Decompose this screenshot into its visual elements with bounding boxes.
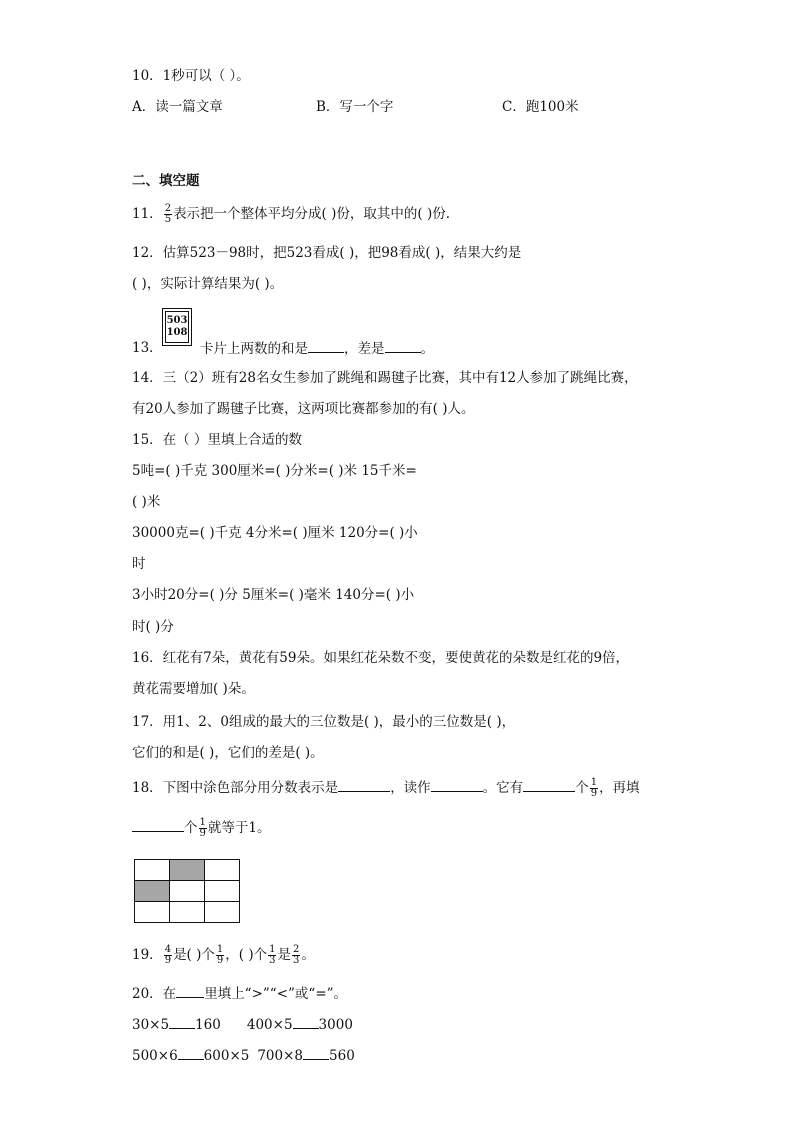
- question-18-line-2: [132, 816, 270, 840]
- q15-line-5: 3小时20分=( )分 5厘米=( )毫米 140分=( )小: [132, 587, 415, 603]
- q17-line-1: 17．用1、2、0组成的最大的三位数是( )，最小的三位数是( )，: [132, 714, 516, 730]
- q20-value-3: 600×5: [203, 1048, 250, 1064]
- q20-value-2: 3000: [318, 1017, 353, 1033]
- q20-compare-blank-2[interactable]: [293, 1014, 319, 1029]
- q11-frac-numerator: 2: [164, 203, 172, 214]
- q20-compare-blank-1[interactable]: [169, 1014, 195, 1029]
- q18-text-e: ，再填: [599, 780, 640, 796]
- q20-compare-blank-3[interactable]: [178, 1045, 204, 1060]
- q11-text: 表示把一个整体平均分成( )份，取其中的( )份.: [173, 206, 451, 222]
- q19-f4-denominator: 3: [292, 955, 300, 966]
- grid-cell-shaded: [135, 881, 170, 902]
- q20-compare-blank-4[interactable]: [303, 1045, 329, 1060]
- q19-f1-denominator: 9: [164, 955, 172, 966]
- question-19: [132, 943, 315, 967]
- question-11: [132, 202, 450, 226]
- q20-value-1: 160: [195, 1017, 221, 1033]
- q19-f3-numerator: 1: [269, 944, 276, 955]
- q18-more-blank[interactable]: [132, 817, 184, 832]
- q10-option-a[interactable]: A．读一篇文章: [132, 99, 223, 115]
- q18-fraction-1: [590, 778, 598, 799]
- q18-text-b: ，读作: [390, 780, 431, 796]
- q15-line-3: 30000克=( )千克 4分米=( )厘米 120分=( )小: [132, 525, 418, 541]
- q18-text-g: 就等于1。: [207, 820, 271, 836]
- q11-frac-denominator: 5: [164, 214, 172, 225]
- q10-option-b[interactable]: B．写一个字: [316, 99, 394, 115]
- question-18-line-1: [132, 776, 640, 800]
- q19-fraction-1-3: [268, 945, 276, 966]
- q15-line-2: ( )米: [132, 494, 161, 510]
- q15-line-4: 时: [132, 556, 146, 572]
- q19-f1-numerator: 4: [164, 944, 172, 955]
- q20-expr-1: 30×5: [132, 1017, 170, 1033]
- q13-sum-blank[interactable]: [308, 338, 344, 353]
- card-number-top: 503: [166, 315, 188, 326]
- q20-expr-3: 500×6: [132, 1048, 178, 1064]
- grid-cell: [170, 902, 205, 923]
- q19-f4-numerator: 2: [292, 944, 300, 955]
- q11-number: 11．: [132, 206, 163, 222]
- q13-number: 13．: [132, 340, 163, 356]
- grid-cell: [135, 860, 170, 881]
- q19-text-1: 是( )个: [173, 947, 215, 963]
- q18-text-c: 。它有: [482, 780, 524, 796]
- grid-cell: [205, 860, 240, 881]
- q10-option-c[interactable]: C．跑100米: [502, 99, 579, 115]
- q13-diff-blank[interactable]: [385, 338, 421, 353]
- question-13: [200, 338, 434, 359]
- q15-line-1: 5吨=( )千克 300厘米=( )分米=( )米 15千米=: [132, 463, 417, 479]
- q10-stem: 10．1秒可以（ ）。: [132, 68, 250, 84]
- q19-fraction-1-9: [216, 945, 224, 966]
- q13-text-diff: ，差是: [344, 341, 385, 357]
- grid-cell-shaded: [170, 860, 205, 881]
- q20-value-4: 560: [329, 1048, 355, 1064]
- q16-line-2: 黄花需要增加( )朵。: [132, 681, 255, 697]
- q15-stem: 15．在（ ）里填上合适的数: [132, 432, 302, 448]
- q19-text-2: ，( )个: [225, 947, 268, 963]
- q19-fraction-2-3: [292, 945, 300, 966]
- q18-fraction-2: [199, 818, 207, 839]
- q18-frac-numerator: 1: [590, 777, 598, 788]
- section-title-fill-blanks: 二、填空题: [132, 173, 200, 189]
- q18-text-a: 18．下图中涂色部分用分数表示是: [132, 780, 339, 796]
- q19-f2-numerator: 1: [216, 944, 224, 955]
- grid-cell: [135, 902, 170, 923]
- q18-read-blank[interactable]: [431, 777, 483, 792]
- q19-text-4: 。: [301, 947, 315, 963]
- q18-frac2-numerator: 1: [199, 817, 206, 828]
- q20-expr-2: 400×5: [246, 1017, 293, 1033]
- q20-expr-4: 700×8: [257, 1048, 304, 1064]
- q12-line-2: ( )，实际计算结果为( )。: [132, 276, 284, 292]
- q17-line-2: 它们的和是( )，它们的差是( )。: [132, 745, 324, 761]
- q13-text-end: 。: [420, 341, 434, 357]
- q13-text-sum: 卡片上两数的和是: [200, 341, 308, 357]
- q18-text-f: 个: [184, 820, 198, 836]
- card-number-bottom: 108: [166, 327, 188, 338]
- q18-text-d: 个: [575, 780, 589, 796]
- grid-cell: [205, 902, 240, 923]
- q14-line-2: 有20人参加了踢毽子比赛，这两项比赛都参加的有( )人。: [132, 401, 475, 417]
- q18-count-blank[interactable]: [523, 777, 575, 792]
- q19-number: 19．: [132, 947, 163, 963]
- q20-stem-b: 里填上“>”“<”或“=”。: [204, 986, 348, 1002]
- q18-frac2-denominator: 9: [199, 828, 206, 839]
- question-20-stem: [132, 983, 347, 1004]
- q20-row-2: [132, 1045, 355, 1066]
- grid-cell: [170, 881, 205, 902]
- q14-line-1: 14．三（2）班有28名女生参加了跳绳和踢毽子比赛，其中有12人参加了跳绳比赛，: [132, 370, 638, 386]
- number-card: [162, 308, 192, 346]
- q20-row-1: [132, 1014, 353, 1035]
- q12-line-1: 12．估算523－98时，把523看成( )，把98看成( )，结果大约是: [132, 245, 522, 261]
- q19-fraction-4-9: [164, 945, 172, 966]
- q19-f3-denominator: 3: [269, 955, 276, 966]
- shaded-grid-figure: [134, 859, 240, 923]
- q20-example-blank: [176, 983, 204, 998]
- q19-f2-denominator: 9: [216, 955, 224, 966]
- q16-line-1: 16．红花有7朵，黄花有59朵。如果红花朵数不变，要使黄花的朵数是红花的9倍，: [132, 650, 630, 666]
- grid-cell: [205, 881, 240, 902]
- q18-fraction-blank[interactable]: [338, 777, 390, 792]
- q11-fraction: [164, 204, 172, 225]
- q19-text-3: 是: [277, 947, 291, 963]
- q18-frac-denominator: 9: [590, 788, 598, 799]
- q15-line-6: 时( )分: [132, 619, 174, 635]
- q20-stem-a: 20．在: [132, 986, 177, 1002]
